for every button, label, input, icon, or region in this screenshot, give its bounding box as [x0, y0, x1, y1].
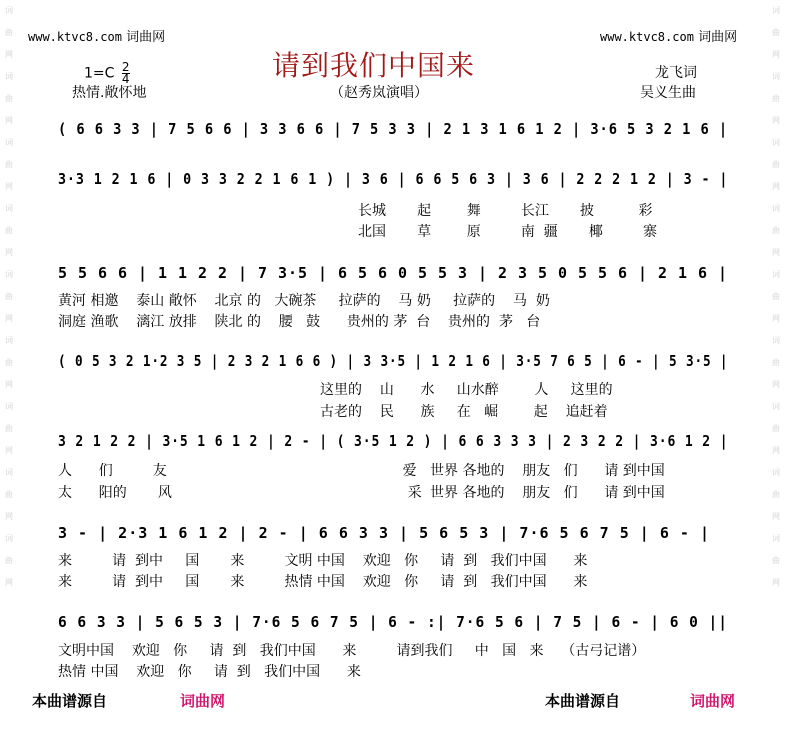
notation-line: 6 6 3 3 | 5 6 5 3 | 7·6 5 6 7 5 | 6 - :| 7·6 5 6 | 7 5 | 6 - | 6 0 || — [58, 613, 728, 631]
notation-line: ( 6 6 3 3 | 7 5 6 6 | 3 3 6 6 | 7 5 3 3 | 2 1 3 1 6 1 2 | 3·6 5 3 2 1 6 | — [58, 120, 729, 138]
lyric-line: 洞庭 渔歌 漓江 放排 陕北 的 腰 鼓 贵州的 茅 台 贵州的 茅 台 — [58, 314, 541, 330]
lyric-line: 来 请 到中 国 来 热情 中国 欢迎 你 请 到 我们中国 来 — [58, 574, 588, 590]
score-row-7 — [58, 613, 728, 635]
lyric-line: 人 们 友 爱 — [58, 463, 417, 479]
notation-line: 5 5 6 6 | 1 1 2 2 | 7 3·5 | 6 5 6 0 5 5 3 | 2 3 5 0 5 5 6 | 2 1 6 | — [58, 264, 729, 282]
performer: （赵秀岚演唱） — [330, 85, 428, 101]
lyricist: 龙飞词 — [655, 65, 697, 81]
notation-line: 3 - | 2·3 1 6 1 2 | 2 - | 6 6 3 3 | 5 6 5 3 | 7·6 5 6 7 5 | 6 - | — [58, 524, 710, 542]
expression-mark: 热情.敞怀地 — [72, 85, 147, 101]
score-row-3 — [58, 264, 729, 286]
notation-line: 3·3 1 2 1 6 | 0 3 3 2 2 1 6 1 ) | 3 6 | 6 6 5 6 3 | 3 6 | 2 2 2 1 2 | 3 - | — [58, 170, 729, 188]
site-link-left[interactable]: www.ktvc8.com 词曲网 — [28, 30, 166, 45]
lyric-line: 古老的 民 族 在 崛 起 追赶着 — [320, 404, 608, 420]
lyric-line: 世界 各地的 朋友 们 请 到中国 — [430, 485, 665, 501]
time-signature: $\frac{2}{4}$ — [121, 60, 130, 86]
lyric-line: 长城 起 舞 长江 披 彩 — [358, 203, 653, 219]
key-signature: 1=C $\frac{2}{4}$ — [84, 60, 130, 86]
footer-source-label-left: 本曲谱源自 — [32, 692, 108, 710]
score-row-6 — [58, 524, 718, 546]
score-row-2 — [58, 170, 729, 192]
lyric-line: 热情 中国 欢迎 你 请 到 我们中国 来 — [58, 664, 361, 680]
score-row-1 — [58, 120, 729, 142]
footer-site-link-left[interactable]: 词曲网 — [180, 692, 226, 710]
lyric-line: 黄河 相邀 泰山 敞怀 北京 的 大碗茶 拉萨的 马 奶 拉萨的 马 奶 — [58, 293, 550, 309]
footer-site-link-right[interactable]: 词曲网 — [690, 692, 736, 710]
score-row-5 — [58, 432, 729, 454]
song-title: 请到我们中国来 — [272, 49, 476, 82]
site-link-right[interactable]: www.ktvc8.com 词曲网 — [600, 30, 738, 45]
lyric-line: 世界 各地的 朋友 们 请 到中国 — [430, 463, 665, 479]
lyric-line: 文明中国 欢迎 你 请 到 我们中国 来 请到我们 中 国 来 （古弓记谱） — [58, 643, 646, 659]
lyric-line: 北国 草 原 南 疆 椰 寨 — [358, 224, 657, 240]
notation-line: ( 0 5 3 2 1·2 3 5 | 2 3 2 1 6 6 ) | 3 3·5 | 1 2 1 6 | 3·5 7 6 5 | 6 - | 5 3·5 | — [58, 352, 729, 370]
footer-source-label-right: 本曲谱源自 — [545, 692, 621, 710]
notation-line: 3 2 1 2 2 | 3·5 1 6 1 2 | 2 - | ( 3·5 1 2 ) | 6 6 3 3 3 | 2 3 2 2 | 3·6 1 2 | — [58, 432, 729, 450]
composer: 吴义生曲 — [640, 85, 696, 101]
lyric-line: 来 请 到中 国 来 文明 中国 欢迎 你 请 到 我们中国 来 — [58, 553, 588, 569]
watermark-left: 词 曲 网 词 曲 网 词 曲 网 词 曲 网 词 曲 网 词 曲 网 词 曲 网 词 曲 网 词 曲 网 — [5, 6, 13, 587]
watermark-right: 词 曲 网 词 曲 网 词 曲 网 词 曲 网 词 曲 网 词 曲 网 词 曲 网 词 曲 网 词 曲 网 — [772, 6, 780, 587]
lyric-line: 这里的 山 水 山水醉 人 这里的 — [320, 382, 613, 398]
score-row-4 — [58, 352, 729, 374]
lyric-line: 太 阳的 风 采 — [58, 485, 422, 501]
